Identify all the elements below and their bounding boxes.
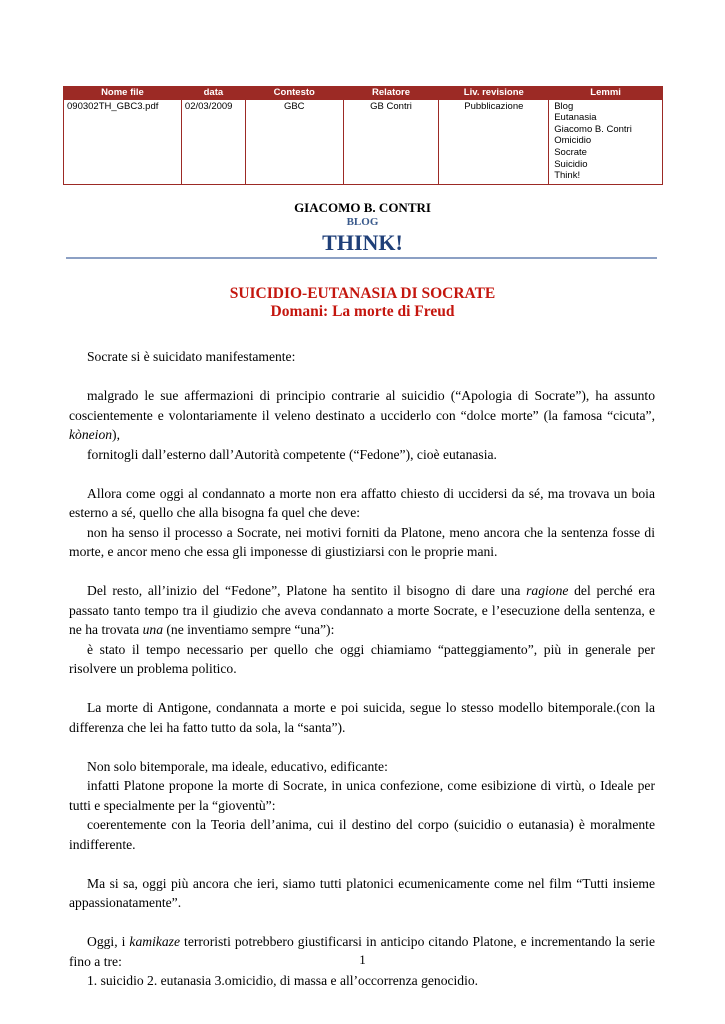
emphasis-text: una xyxy=(142,622,163,637)
paragraph-line: Ma si sa, oggi più ancora che ieri, siamo tutti platonici ecumenicamente come nel film “Tutti insieme appassionatamente”. xyxy=(69,875,655,910)
header-contesto: Contesto xyxy=(245,87,343,100)
paragraph-line xyxy=(69,581,655,640)
paragraph-line: non ha senso il processo a Socrate, nei motivi forniti da Platone, meno ancora che la sentenza fosse di morte, e ancor meno che essa gli imponesse di giustiziarsi con le proprie mani. xyxy=(69,524,655,559)
lemma-item: Eutanasia xyxy=(554,112,597,124)
paragraph-line: Allora come oggi al condannato a morte non era affatto chiesto di uccidersi da sé, ma trovava un boia esterno a sé, quello che alla bisogna fa quel che deve: xyxy=(69,485,655,520)
text-run: terroristi potrebbero giustificarsi in anticipo citando Platone, e incrementando la serie fino a tre: xyxy=(69,934,655,969)
paragraph-line: 1. suicidio 2. eutanasia 3.omicidio, di massa e all’occorrenza genocidio. xyxy=(87,973,479,988)
header-relatore: Relatore xyxy=(343,87,439,100)
paragraph-line xyxy=(69,386,655,445)
paragraph-5 xyxy=(69,698,655,737)
paragraph-2 xyxy=(69,386,655,464)
paragraph-4 xyxy=(69,581,655,679)
text-run: malgrado le sue affermazioni di principio contrarie al suicidio (“Apologia di Socrate”), ha assunto coscientemente e volontariamente il veleno destinato a ucciderlo con “dolce morte” (la famosa “cicuta”, xyxy=(69,388,655,423)
emphasis-text: ragione xyxy=(526,583,569,598)
header-lemmi: Lemmi xyxy=(549,87,663,100)
lemma-item: Socrate xyxy=(554,146,587,158)
cell-relatore: GB Contri xyxy=(343,99,439,184)
cell-data: 02/03/2009 xyxy=(181,99,245,184)
paragraph-line: La morte di Antigone, condannata a morte e poi suicida, segue lo stesso modello bitemporale.(con la differenza che lei ha fatto tutto da sola, la “santa”). xyxy=(69,700,655,735)
cell-lemmi xyxy=(549,99,663,184)
lemma-item: Giacomo B. Contri xyxy=(554,123,632,135)
metadata-table xyxy=(63,86,663,185)
text-run: Oggi, i xyxy=(87,934,130,949)
header-nome-file: Nome file xyxy=(64,87,182,100)
text-run: del perché era passato tanto tempo tra il giudizio che aveva condannato a morte Socrate, e l’esecuzione della sentenza, e ne ha trovata xyxy=(69,583,656,637)
paragraph-line: Non solo bitemporale, ma ideale, educativo, edificante: xyxy=(87,758,388,774)
cell-contesto: GBC xyxy=(245,99,343,184)
lemma-item: Think! xyxy=(554,170,581,182)
paragraph-7 xyxy=(69,874,655,913)
lemma-item: Blog xyxy=(554,100,574,112)
paragraph-6 xyxy=(69,757,655,855)
paragraph-line: è stato il tempo necessario per quello che oggi chiamiamo “patteggiamento”, più in generale per risolvere un problema politico. xyxy=(69,641,655,676)
paragraph-line: coerentemente con la Teoria dell’anima, cui il destino del corpo (suicidio o eutanasia) è moralmente indifferente. xyxy=(69,817,655,852)
text-run: ), xyxy=(112,427,120,442)
think-heading: THINK! xyxy=(322,230,403,255)
paragraph-3 xyxy=(69,484,655,562)
paragraph-1 xyxy=(69,347,655,367)
lemma-item: Suicidio xyxy=(554,158,588,170)
metadata-row xyxy=(64,99,663,184)
emphasis-text: kòneion xyxy=(69,427,113,442)
cell-nome-file: 090302TH_GBC3.pdf xyxy=(64,99,182,184)
page-number: 1 xyxy=(359,952,366,967)
article-title: SUICIDIO-EUTANASIA DI SOCRATE xyxy=(229,285,496,302)
header-liv-revisione: Liv. revisione xyxy=(439,87,549,100)
paragraph-line: fornitogli dall’esterno dall’Autorità competente (“Fedone”), cioè eutanasia. xyxy=(87,446,497,462)
text-run: (ne inventiamo sempre “una”): xyxy=(163,622,335,637)
cell-liv-revisione: Pubblicazione xyxy=(439,99,549,184)
author-name: GIACOMO B. CONTRI xyxy=(294,200,431,215)
text-run: Del resto, all’inizio del “Fedone”, Platone ha sentito il bisogno di dare una xyxy=(87,583,527,598)
paragraph-line: Socrate si è suicidato manifestamente: xyxy=(87,349,296,364)
blog-label: BLOG xyxy=(346,216,379,228)
metadata-header-row xyxy=(64,87,663,100)
article-body xyxy=(69,347,655,1010)
header-divider xyxy=(66,257,657,259)
article-subtitle: Domani: La morte di Freud xyxy=(270,303,455,320)
paragraph-line: infatti Platone propone la morte di Socrate, in unica confezione, come esibizione di virtù, o Ideale per tutti e specialmente per la “gioventù”: xyxy=(69,778,655,813)
lemma-item: Omicidio xyxy=(554,135,592,147)
header-data: data xyxy=(181,87,245,100)
emphasis-text: kamikaze xyxy=(129,934,181,949)
